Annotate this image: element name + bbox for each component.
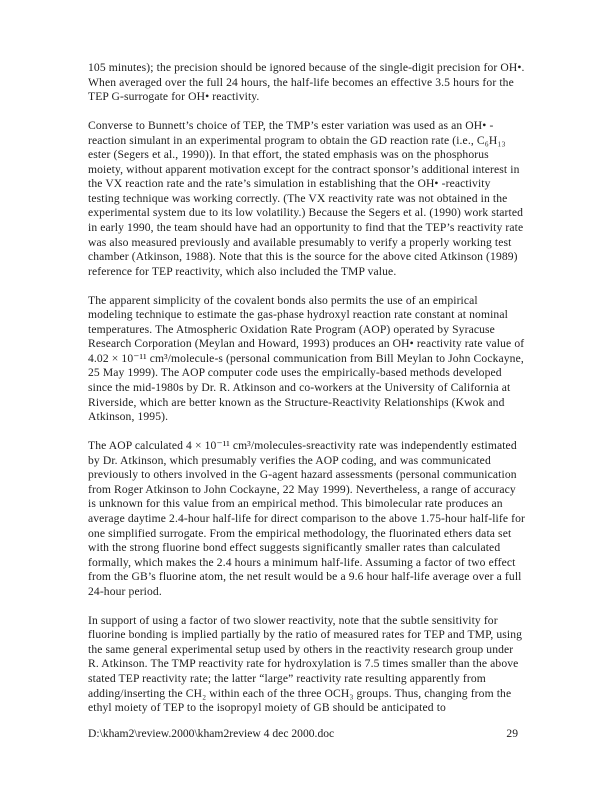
paragraph: Converse to Bunnett’s choice of TEP, the TMP’s ester variation was used as an OH• - reaction simulant in an experimental program to obtain the GD reaction rate (i.e., C₆H₁₃ ester (Segers et al., 1990)). In that effort, the stated emphasis was on the phosphorus moiety, without apparent motivation except for the contract sponsor’s additional interest in the VX reaction rate and the rate’s simulation in establishing that the OH• -reactivity testing technique was working correctly. (The VX reactivity rate was not obtained in the experimental system due to its low volatility.) Because the Segers et al. (1990) work started in early 1990, the team should have had an opportunity to find that the TEP’s reactivity rate was also measured previously and available presumably to verify a properly working test chamber (Atkinson, 1988). Note that this is the source for the above cited Atkinson (1989) reference for TEP reactivity, which also included the TMP value.	[88, 119, 524, 278]
page-body-text	[88, 61, 525, 716]
paragraph: The apparent simplicity of the covalent bonds also permits the use of an empirical modeling technique to estimate the gas-phase hydroxyl reaction rate constant at nominal temperatures. The Atmospheric Oxidation Rate Program (AOP) operated by Syracuse Research Corporation (Meylan and Howard, 1993) produces an OH• reactivity rate value of 4.02 × 10⁻¹¹ cm³/molecule-s (personal communication from Bill Meylan to John Cockayne, 25 May 1999). The AOP computer code uses the empirically-based methods developed since the mid-1980s by Dr. R. Atkinson and co-workers at the University of California at Riverside, which are better known as the Structure-Reactivity Relationships (Kwok and Atkinson, 1995).	[88, 293, 525, 424]
page-number: 29	[506, 727, 518, 740]
paragraph: 105 minutes); the precision should be ignored because of the single-digit precision for OH•. When averaged over the full 24 hours, the half-life becomes an effective 3.5 hours for the TEP G-surrogate for OH• reactivity.	[88, 61, 525, 104]
paragraph: In support of using a factor of two slower reactivity, note that the subtle sensitivity for fluorine bonding is implied partially by the ratio of measured rates for TEP and TMP, using the same general experimental setup used by others in the reactivity research group under R. Atkinson. The TMP reactivity rate for hydroxylation is 7.5 times smaller than the above stated TEP reactivity rate; the latter “large” reactivity rate resulting apparently from adding/inserting the CH₂ within each of the three OCH₃ groups. Thus, changing from the ethyl moiety of TEP to the isopropyl moiety of GB should be anticipated to	[88, 613, 523, 715]
page-footer	[88, 727, 518, 742]
footer-file-path: D:\kham2\review.2000\kham2review 4 dec 2000.doc	[88, 727, 335, 740]
paragraph: The AOP calculated 4 × 10⁻¹¹ cm³/molecules-sreactivity rate was independently estimated by Dr. Atkinson, which presumably verifies the AOP coding, and was communicated previously to others involved in the G-agent hazard assessments (personal communication from Roger Atkinson to John Cockayne, 22 May 1999). Nevertheless, a range of accuracy is unknown for this value from an empirical method. This bimolecular rate produces an average daytime 2.4-hour half-life for direct comparison to the above 1.75-hour half-life for one simplified surrogate. From the empirical methodology, the fluorinated ethers data set with the strong fluorine bond effect suggests significantly smaller rates than calculated formally, which makes the 2.4 hours a minimum half-life. Assuming a factor of two effect from the GB’s fluorine atom, the net result would be a 9.6 hour half-life average over a full 24-hour period.	[88, 439, 526, 598]
